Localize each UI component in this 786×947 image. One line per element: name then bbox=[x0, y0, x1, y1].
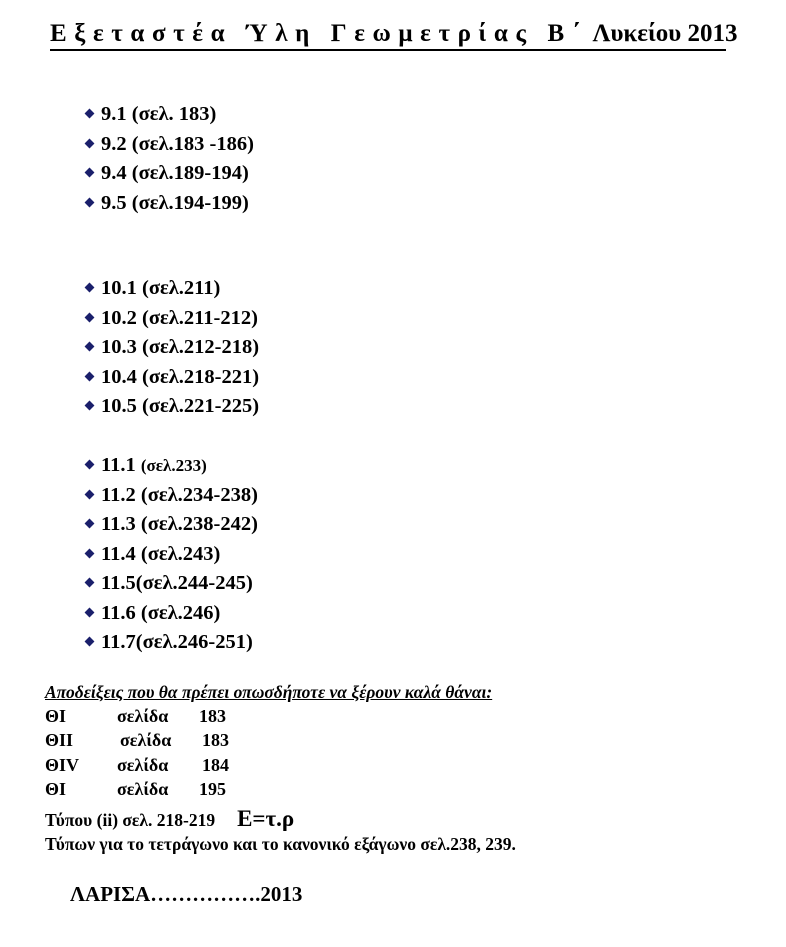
item-text: 10.4 (σελ.218-221) bbox=[101, 365, 260, 388]
diamond-bullet-icon bbox=[85, 460, 95, 470]
typos-line bbox=[45, 806, 294, 832]
proof-row bbox=[45, 753, 229, 777]
page-title bbox=[50, 20, 737, 48]
list-item bbox=[86, 304, 259, 334]
item-text: 10.5 (σελ.221-225) bbox=[101, 395, 260, 417]
item-page-note: (σελ.233) bbox=[140, 456, 207, 475]
proofs-heading: Αποδείξεις που θα πρέπει οπωσδήποτε να ξέρουν καλά θάναι: bbox=[45, 682, 493, 702]
list-item bbox=[86, 392, 259, 422]
diamond-bullet-icon bbox=[85, 197, 95, 207]
proof-name: ΘΙΙ bbox=[45, 730, 74, 750]
chapter-9-list bbox=[86, 100, 254, 218]
item-text: 9.5 (σελ.194-199) bbox=[101, 191, 249, 214]
diamond-bullet-icon bbox=[85, 548, 95, 558]
footer-place-date: ΛΑΡΙΣΑ…………….2013 bbox=[70, 882, 303, 906]
proof-page: 183 bbox=[199, 706, 226, 726]
proof-row bbox=[45, 728, 229, 752]
item-text: 11.5(σελ.244-245) bbox=[101, 572, 253, 594]
proof-row bbox=[45, 777, 226, 801]
diamond-bullet-icon bbox=[85, 371, 95, 381]
diamond-bullet-icon bbox=[85, 312, 95, 322]
list-item bbox=[86, 510, 258, 540]
list-item bbox=[86, 333, 259, 363]
proof-page: 183 bbox=[202, 730, 229, 750]
proof-label: σελίδα bbox=[120, 730, 172, 750]
diamond-bullet-icon bbox=[85, 489, 95, 499]
proof-name: ΘΙ bbox=[45, 779, 67, 799]
item-text: 9.2 (σελ.183 -186) bbox=[101, 132, 254, 155]
title-spaced: Εξεταστέα Ύλη Γεωμετρίας Β΄ bbox=[50, 20, 588, 47]
diamond-bullet-icon bbox=[85, 168, 95, 178]
proof-page: 184 bbox=[202, 755, 229, 775]
proof-page: 195 bbox=[199, 779, 226, 799]
diamond-bullet-icon bbox=[85, 109, 95, 119]
diamond-bullet-icon bbox=[85, 607, 95, 617]
proof-label: σελίδα bbox=[117, 779, 169, 799]
title-tail: Λυκείου 2013 bbox=[592, 20, 738, 47]
item-text: 9.1 (σελ. 183) bbox=[101, 103, 217, 125]
item-text: 11.7(σελ.246-251) bbox=[101, 631, 253, 653]
proof-label: σελίδα bbox=[117, 706, 169, 726]
list-item bbox=[86, 540, 258, 570]
item-text: 11.6 (σελ.246) bbox=[101, 601, 221, 624]
diamond-bullet-icon bbox=[85, 138, 95, 148]
item-text: 11.2 (σελ.234-238) bbox=[101, 483, 258, 506]
list-item bbox=[86, 481, 258, 511]
list-item bbox=[86, 599, 258, 629]
item-text: 9.4 (σελ.189-194) bbox=[101, 162, 249, 184]
title-underline bbox=[50, 49, 726, 51]
item-text: 10.1 (σελ.211) bbox=[101, 277, 221, 299]
diamond-bullet-icon bbox=[85, 283, 95, 293]
proof-row bbox=[45, 704, 226, 728]
proof-label: σελίδα bbox=[117, 755, 169, 775]
diamond-bullet-icon bbox=[85, 519, 95, 529]
chapter-11-list bbox=[86, 451, 258, 658]
chapter-10-list bbox=[86, 274, 259, 422]
diamond-bullet-icon bbox=[85, 401, 95, 411]
formula: Ε=τ.ρ bbox=[237, 806, 295, 831]
proof-name: ΘΙ bbox=[45, 706, 67, 726]
list-item bbox=[86, 130, 254, 160]
item-text: 10.3 (σελ.212-218) bbox=[101, 336, 260, 358]
list-item bbox=[86, 274, 259, 304]
list-item bbox=[86, 363, 259, 393]
diamond-bullet-icon bbox=[85, 637, 95, 647]
diamond-bullet-icon bbox=[85, 578, 95, 588]
item-text: 11.4 (σελ.243) bbox=[101, 542, 221, 565]
list-item bbox=[86, 189, 254, 219]
diamond-bullet-icon bbox=[85, 342, 95, 352]
item-text: 10.2 (σελ.211-212) bbox=[101, 306, 258, 329]
typon-line: Τύπων για το τετράγωνο και το κανονικό εξάγωνο σελ.238, 239. bbox=[45, 834, 516, 854]
item-text: 11.3 (σελ.238-242) bbox=[101, 513, 258, 535]
list-item bbox=[86, 569, 258, 599]
typos-text: Τύπου (ii) σελ. 218-219 bbox=[45, 810, 216, 830]
list-item bbox=[86, 159, 254, 189]
list-item bbox=[86, 628, 258, 658]
list-item bbox=[86, 451, 258, 481]
item-text: 11.1 bbox=[101, 454, 136, 476]
list-item bbox=[86, 100, 254, 130]
proof-name: ΘΙV bbox=[45, 755, 80, 775]
